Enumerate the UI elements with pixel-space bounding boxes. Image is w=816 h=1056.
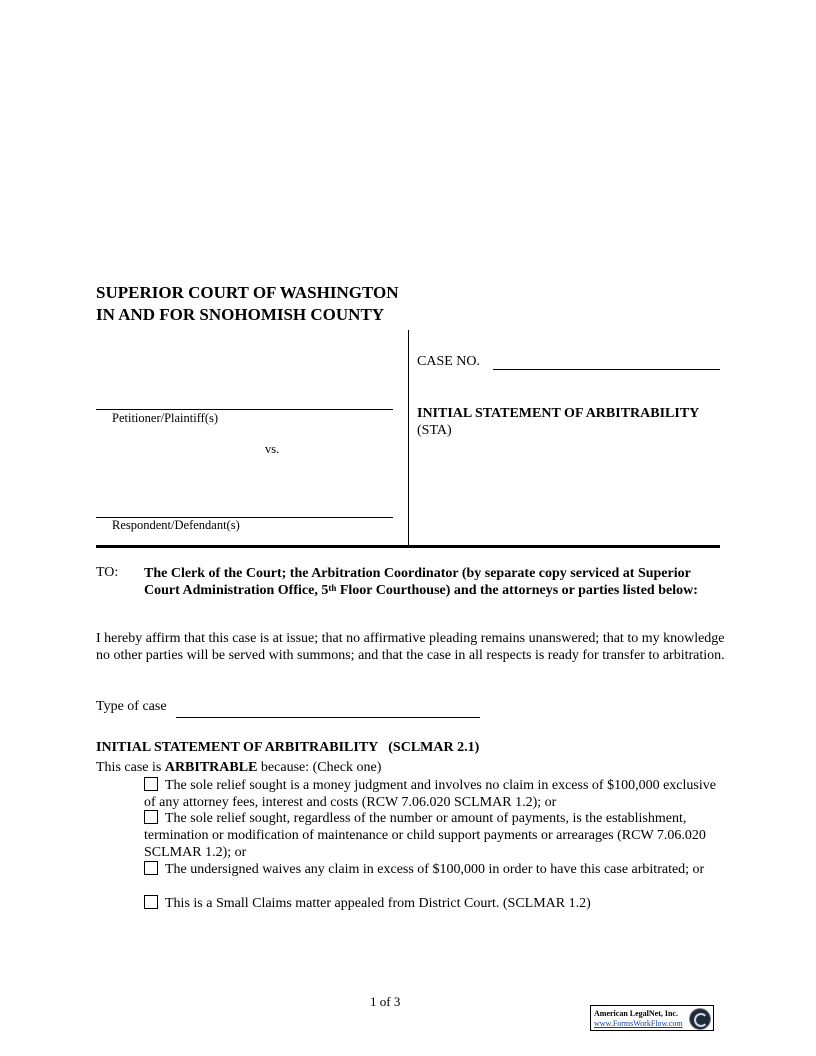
logo-link[interactable]: www.FormsWorkFlow.com bbox=[594, 1019, 683, 1028]
vs-label: vs. bbox=[265, 442, 280, 456]
intro-bold: ARBITRABLE bbox=[164, 760, 258, 775]
logo-company: American LegalNet, Inc. bbox=[594, 1009, 678, 1018]
page-number: 1 of 3 bbox=[370, 994, 401, 1009]
option-support-payments bbox=[144, 810, 724, 861]
to-sup: th bbox=[328, 583, 337, 593]
petitioner-label: Petitioner/Plaintiff(s) bbox=[112, 411, 219, 425]
arbitrable-intro bbox=[96, 760, 381, 776]
option-text: This is a Small Claims matter appealed from District Court. (SCLMAR 1.2) bbox=[165, 896, 591, 911]
checkbox[interactable] bbox=[144, 810, 158, 824]
option-small-claims bbox=[144, 895, 724, 912]
to-label: TO: bbox=[96, 565, 119, 580]
option-text: The sole relief sought, regardless of the number or amount of payments, is the establishment, termination or modification of maintenance or child support payments or arrearages (RCW 7.06.020 SCLMAR 1.2); or bbox=[144, 811, 706, 860]
type-of-case-field[interactable] bbox=[176, 717, 480, 718]
caption-bottom-rule bbox=[96, 545, 720, 548]
type-of-case-label: Type of case bbox=[96, 699, 167, 714]
section-heading: INITIAL STATEMENT OF ARBITRABILITY (SCLMAR 2.1) bbox=[96, 740, 480, 755]
checkbox[interactable] bbox=[144, 777, 158, 791]
county-name: IN AND FOR SNOHOMISH COUNTY bbox=[96, 305, 385, 324]
doc-code: (STA) bbox=[417, 423, 452, 438]
caption-divider bbox=[408, 330, 409, 546]
to-text-a: The Clerk of the Court; the Arbitration Coordinator (by separate copy serviced at Superior Court Administration Office, 5 bbox=[144, 566, 691, 598]
doc-title: INITIAL STATEMENT OF ARBITRABILITY bbox=[417, 406, 700, 421]
option-text: The undersigned waives any claim in excess of $100,000 in order to have this case arbitrated; or bbox=[165, 862, 705, 877]
petitioner-line[interactable] bbox=[96, 409, 393, 410]
globe-icon bbox=[689, 1008, 711, 1030]
court-header bbox=[96, 282, 398, 326]
to-text-b: Floor Courthouse) and the attorneys or parties listed below: bbox=[336, 583, 698, 598]
case-no-field[interactable] bbox=[493, 369, 720, 370]
intro-a: This case is bbox=[96, 760, 165, 775]
publisher-logo bbox=[590, 1005, 714, 1031]
intro-b: because: (Check one) bbox=[257, 760, 382, 775]
to-recipients bbox=[144, 565, 724, 599]
checkbox[interactable] bbox=[144, 861, 158, 875]
option-text: The sole relief sought is a money judgment and involves no claim in excess of $100,000 exclusive of any attorney fees, interest and costs (RCW 7.06.020 SCLMAR 1.2); or bbox=[144, 778, 716, 810]
affirmation-paragraph: I hereby affirm that this case is at issue; that no affirmative pleading remains unanswered; that to my knowledge no other parties will be served with summons; and that the case in all respects is ready for transfer to arbitration. bbox=[96, 631, 725, 663]
option-waive-claim bbox=[144, 861, 724, 878]
checkbox[interactable] bbox=[144, 895, 158, 909]
case-no-label: CASE NO. bbox=[417, 354, 481, 369]
respondent-label: Respondent/Defendant(s) bbox=[112, 518, 240, 532]
court-name: SUPERIOR COURT OF WASHINGTON bbox=[96, 283, 399, 302]
option-money-judgment bbox=[144, 777, 724, 811]
